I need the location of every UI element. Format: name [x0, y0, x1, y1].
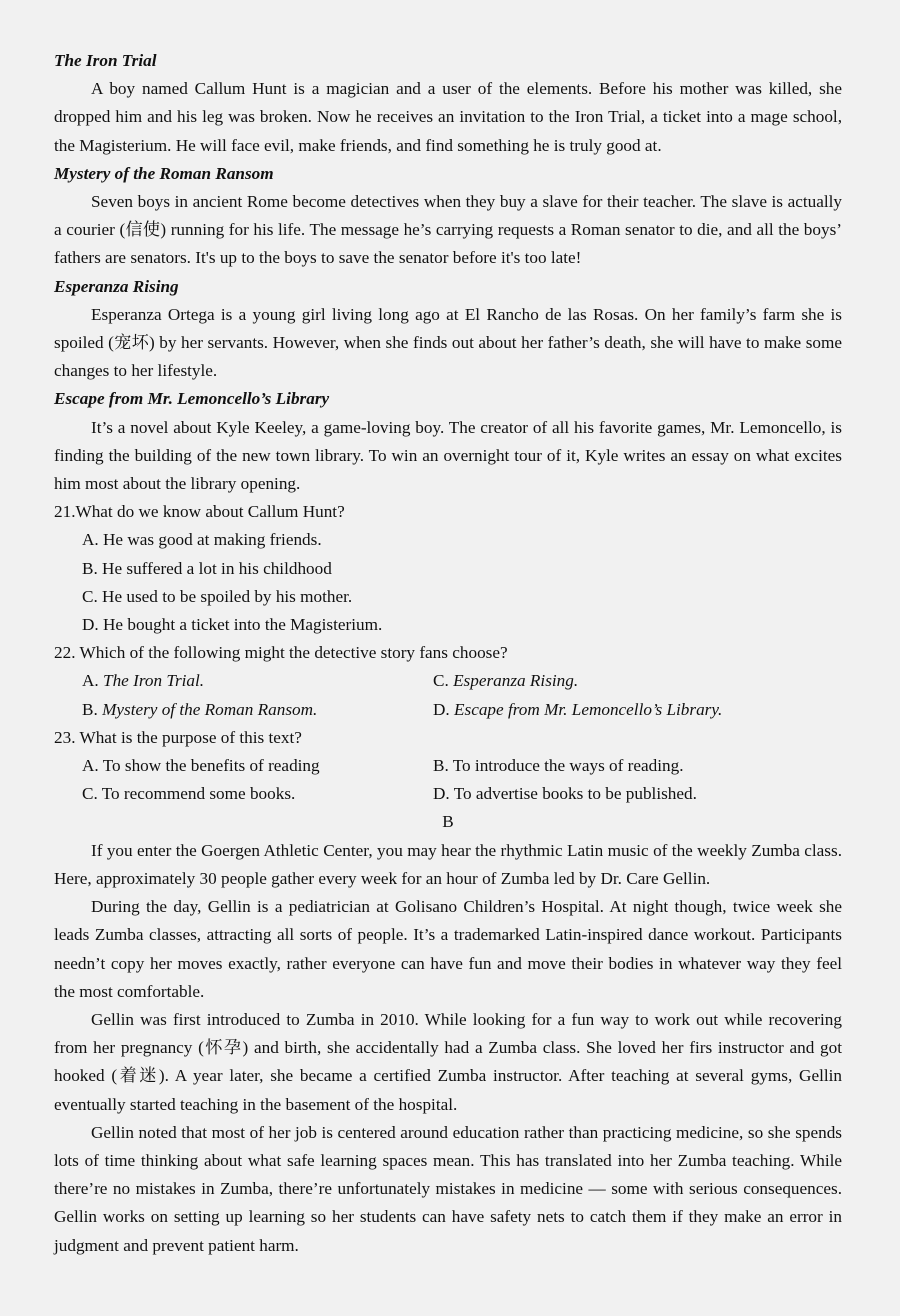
question-22-option-b [82, 696, 433, 724]
section-label: B [442, 812, 454, 832]
question-21-option-b: B. He suffered a lot in his childhood [82, 558, 332, 578]
book-title: Escape from Mr. Lemoncello’s Library [54, 389, 330, 409]
book-description: It’s a novel about Kyle Keeley, a game-loving boy. The creator of all his favorite games, Mr. Lemoncello, is finding the building of the new town library. To win an overnight tour of it, Kyle writes an essay on what excites him most about the library opening. [54, 417, 842, 494]
book-description: A boy named Callum Hunt is a magician and a user of the elements. Before his mother was killed, she dropped him and his leg was broken. Now he receives an invitation to the Iron Trial, a ticket into a mage school, the Magisterium. He will face evil, make friends, and find something he is truly good at. [54, 79, 842, 155]
passage-paragraph: Gellin was first introduced to Zumba in 2010. While looking for a fun way to work out while recovering from her pregnancy (怀孕) and birth, she accidentally had a Zumba class. She loved her firs instructor and got hooked (着迷). A year later, she became a certified Zumba instructor. After teaching at several gyms, Gellin eventually started teaching in the basement of the hospital. [54, 1009, 842, 1114]
book-title: Esperanza Rising [54, 276, 179, 296]
question-22-options-row-1 [54, 667, 842, 695]
passage-paragraph: Gellin noted that most of her job is centered around education rather than practicing medicine, so she spends lots of time thinking about what safe learning spaces mean. This has translated into her Zumba teaching. While there’re no mistakes in Zumba, there’re unfortunately mistakes in medicine — some with serious consequences. Gellin works on setting up learning so her students can have safety nets to catch them if they make an error in judgment and prevent patient harm. [54, 1122, 842, 1255]
book-title: Mystery of the Roman Ransom [54, 163, 274, 183]
question-22-option-a [82, 667, 433, 695]
passage-paragraph: During the day, Gellin is a pediatrician at Golisano Children’s Hospital. At night though, twice week she leads Zumba classes, attracting all sorts of people. It’s a trademarked Latin-inspired dance workout. Participants needn’t copy her moves exactly, rather everyone can have fun and move their bodies in whatever way they feel the most comfortable. [54, 897, 842, 1001]
question-21-option-d: D. He bought a ticket into the Magisterium. [82, 615, 383, 635]
question-21-stem: 21.What do we know about Callum Hunt? [54, 502, 345, 522]
question-23-option-c: C. To recommend some books. [82, 784, 296, 804]
question-22-options-row-2 [54, 696, 842, 724]
question-23-option-a: A. To show the benefits of reading [82, 756, 320, 776]
question-21-option-c: C. He used to be spoiled by his mother. [82, 586, 353, 606]
question-21-option-a: A. He was good at making friends. [82, 530, 322, 550]
book-description: Seven boys in ancient Rome become detectives when they buy a slave for their teacher. The slave is actually a courier (信使) running for his life. The message he’s carrying requests a Roman senator to die, and all the boys’ fathers are senators. It's up to the boys to save the senator before it's too late! [54, 192, 842, 268]
option-letter: B. [82, 699, 103, 719]
passage-paragraph: If you enter the Goergen Athletic Center, you may hear the rhythmic Latin music of the weekly Zumba class. Here, approximately 30 people gather every week for an hour of Zumba led by Dr. Care Gellin. [54, 840, 842, 888]
question-23-options-row-1 [54, 752, 842, 780]
option-text: Esperanza Rising. [453, 671, 579, 691]
option-letter: C. [433, 671, 454, 691]
option-letter: A. [82, 671, 104, 691]
book-description: Esperanza Ortega is a young girl living long ago at El Rancho de las Rosas. On her family’s farm she is spoiled (宠坏) by her servants. However, when she finds out about her father’s death, she will have to make some changes to her lifestyle. [54, 304, 842, 381]
book-title: The Iron Trial [54, 51, 157, 70]
question-23-stem: 23. What is the purpose of this text? [54, 727, 302, 747]
option-letter: D. [433, 699, 455, 719]
option-text: The Iron Trial. [103, 671, 205, 691]
question-23-option-d: D. To advertise books to be published. [433, 784, 697, 804]
question-22-option-d [433, 696, 722, 724]
option-text: Escape from Mr. Lemoncello’s Library. [454, 699, 723, 719]
option-text: Mystery of the Roman Ransom. [102, 699, 318, 719]
question-22-stem: 22. Which of the following might the detective story fans choose? [54, 643, 508, 663]
question-23-options-row-2 [54, 780, 842, 808]
question-22-option-c [433, 667, 578, 695]
question-23-option-b: B. To introduce the ways of reading. [433, 756, 684, 776]
